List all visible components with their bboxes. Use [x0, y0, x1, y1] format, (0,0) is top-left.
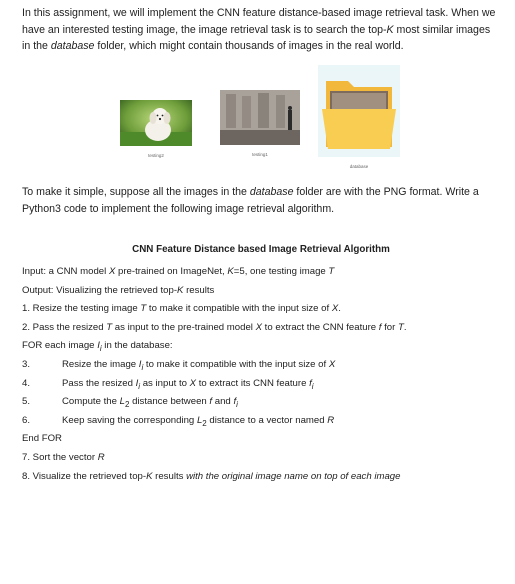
- var: X: [255, 321, 263, 333]
- sub: i: [141, 362, 144, 372]
- t: FOR each image: [22, 340, 98, 352]
- var: K: [177, 284, 184, 296]
- var: f: [378, 321, 382, 333]
- algorithm-title: CNN Feature Distance based Image Retrieval Algorithm: [132, 244, 390, 255]
- t: .: [338, 303, 341, 315]
- var: I: [97, 340, 100, 352]
- algo-step-6: [22, 412, 500, 431]
- var: T: [140, 303, 147, 315]
- t: to extract the CNN feature: [262, 321, 379, 333]
- t: 2. Pass the resized: [22, 321, 107, 333]
- t: Compute the: [62, 396, 120, 408]
- t: distance between: [129, 396, 210, 408]
- var: X: [108, 266, 116, 277]
- algorithm-block: [22, 244, 500, 486]
- street-photo: [220, 90, 300, 145]
- sub: 2: [202, 418, 207, 428]
- t: pre-trained on ImageNet,: [115, 266, 228, 277]
- var: T: [328, 266, 335, 277]
- var: L: [196, 414, 203, 426]
- figure-caption: database: [349, 164, 369, 169]
- sub: i: [138, 381, 141, 391]
- figure-database: [318, 65, 400, 169]
- var: L: [119, 396, 125, 408]
- t: a CNN model: [46, 266, 109, 277]
- var: f: [309, 377, 312, 389]
- figure-testing2: [120, 100, 192, 158]
- t: =5, one testing image: [233, 266, 329, 277]
- figure-caption: testing1: [252, 152, 268, 157]
- step-number: 4.: [22, 377, 31, 389]
- input-label: Input:: [22, 266, 47, 277]
- instruction-paragraph: [22, 184, 500, 217]
- dog-photo: [120, 100, 192, 146]
- t: for: [381, 321, 398, 333]
- t: as input to: [140, 377, 190, 389]
- algo-step-8: [22, 468, 500, 487]
- algo-step-5: [22, 393, 500, 412]
- var: f: [209, 396, 213, 408]
- algo-step-1: [22, 300, 500, 319]
- database-word: database: [249, 186, 294, 198]
- t: 7. Sort the vector: [22, 451, 98, 463]
- var: R: [97, 451, 105, 463]
- p2-text-b: folder are with the PNG format. Write a Python3 code to implement the following image retrieval algorithm.: [22, 186, 479, 215]
- t: 8. Visualize the retrieved top-: [22, 470, 147, 482]
- algo-step-7: [22, 449, 500, 468]
- algo-step-3: [22, 356, 500, 375]
- step-number: 3.: [22, 358, 31, 370]
- sub: 2: [124, 400, 130, 410]
- intro-text-1: In this assignment, we will implement the CNN feature distance-based image retrieval task. When we have an interested testing image, the image retrieval task is to search the top-: [22, 7, 496, 36]
- p2-text-a: To make it simple, suppose all the images in the: [22, 186, 250, 198]
- t: distance to a vector named: [206, 414, 328, 426]
- var: T: [398, 321, 404, 333]
- sub: i: [99, 344, 102, 354]
- t: results: [152, 470, 187, 482]
- t: to make it compatible with the input size of: [143, 358, 329, 370]
- t: to extract its CNN feature: [196, 377, 310, 389]
- t: 1. Resize the testing image: [22, 303, 141, 315]
- t: .: [403, 321, 407, 333]
- intro-paragraph: [22, 5, 500, 55]
- folder-icon: [318, 65, 400, 157]
- sub: i: [236, 400, 238, 410]
- t: Visualizing the retrieved top-: [53, 284, 178, 296]
- t: to make it compatible with the input size of: [146, 303, 332, 315]
- var: X: [189, 377, 197, 389]
- var: f: [233, 396, 237, 408]
- var: K: [227, 266, 234, 277]
- t: Pass the resized: [62, 377, 136, 389]
- var: R: [327, 414, 335, 426]
- var: K: [146, 470, 153, 482]
- t: Keep saving the corresponding: [62, 414, 197, 426]
- t: results: [183, 284, 215, 296]
- figure-caption: testing2: [148, 153, 164, 158]
- algo-step-2: [22, 319, 500, 338]
- var: T: [106, 321, 113, 333]
- algo-output: [22, 282, 500, 301]
- algo-step-4: [22, 375, 500, 394]
- var: X: [328, 358, 336, 370]
- var: X: [331, 303, 339, 315]
- algo-endfor: End FOR: [22, 433, 62, 445]
- sub: i: [311, 381, 314, 391]
- algo-input: [22, 263, 500, 282]
- k-var: K: [386, 23, 394, 36]
- database-word: database: [50, 40, 95, 52]
- var: I: [135, 377, 139, 389]
- emphasis: with the original image name on top of each image: [186, 470, 401, 482]
- figure-testing1: [220, 90, 300, 157]
- algo-for: [22, 337, 500, 356]
- t: and: [212, 396, 234, 408]
- intro-text-2: most similar images in the: [22, 23, 491, 52]
- image-row: [0, 60, 515, 170]
- t: in the database:: [101, 340, 173, 352]
- t: Resize the image: [62, 358, 139, 370]
- var: I: [138, 358, 142, 370]
- output-label: Output:: [22, 284, 54, 296]
- step-number: 5.: [22, 396, 31, 408]
- intro-text-3: folder, which might contain thousands of images in the real world.: [94, 40, 404, 52]
- t: as input to the pre-trained model: [112, 321, 256, 333]
- step-number: 6.: [22, 414, 31, 426]
